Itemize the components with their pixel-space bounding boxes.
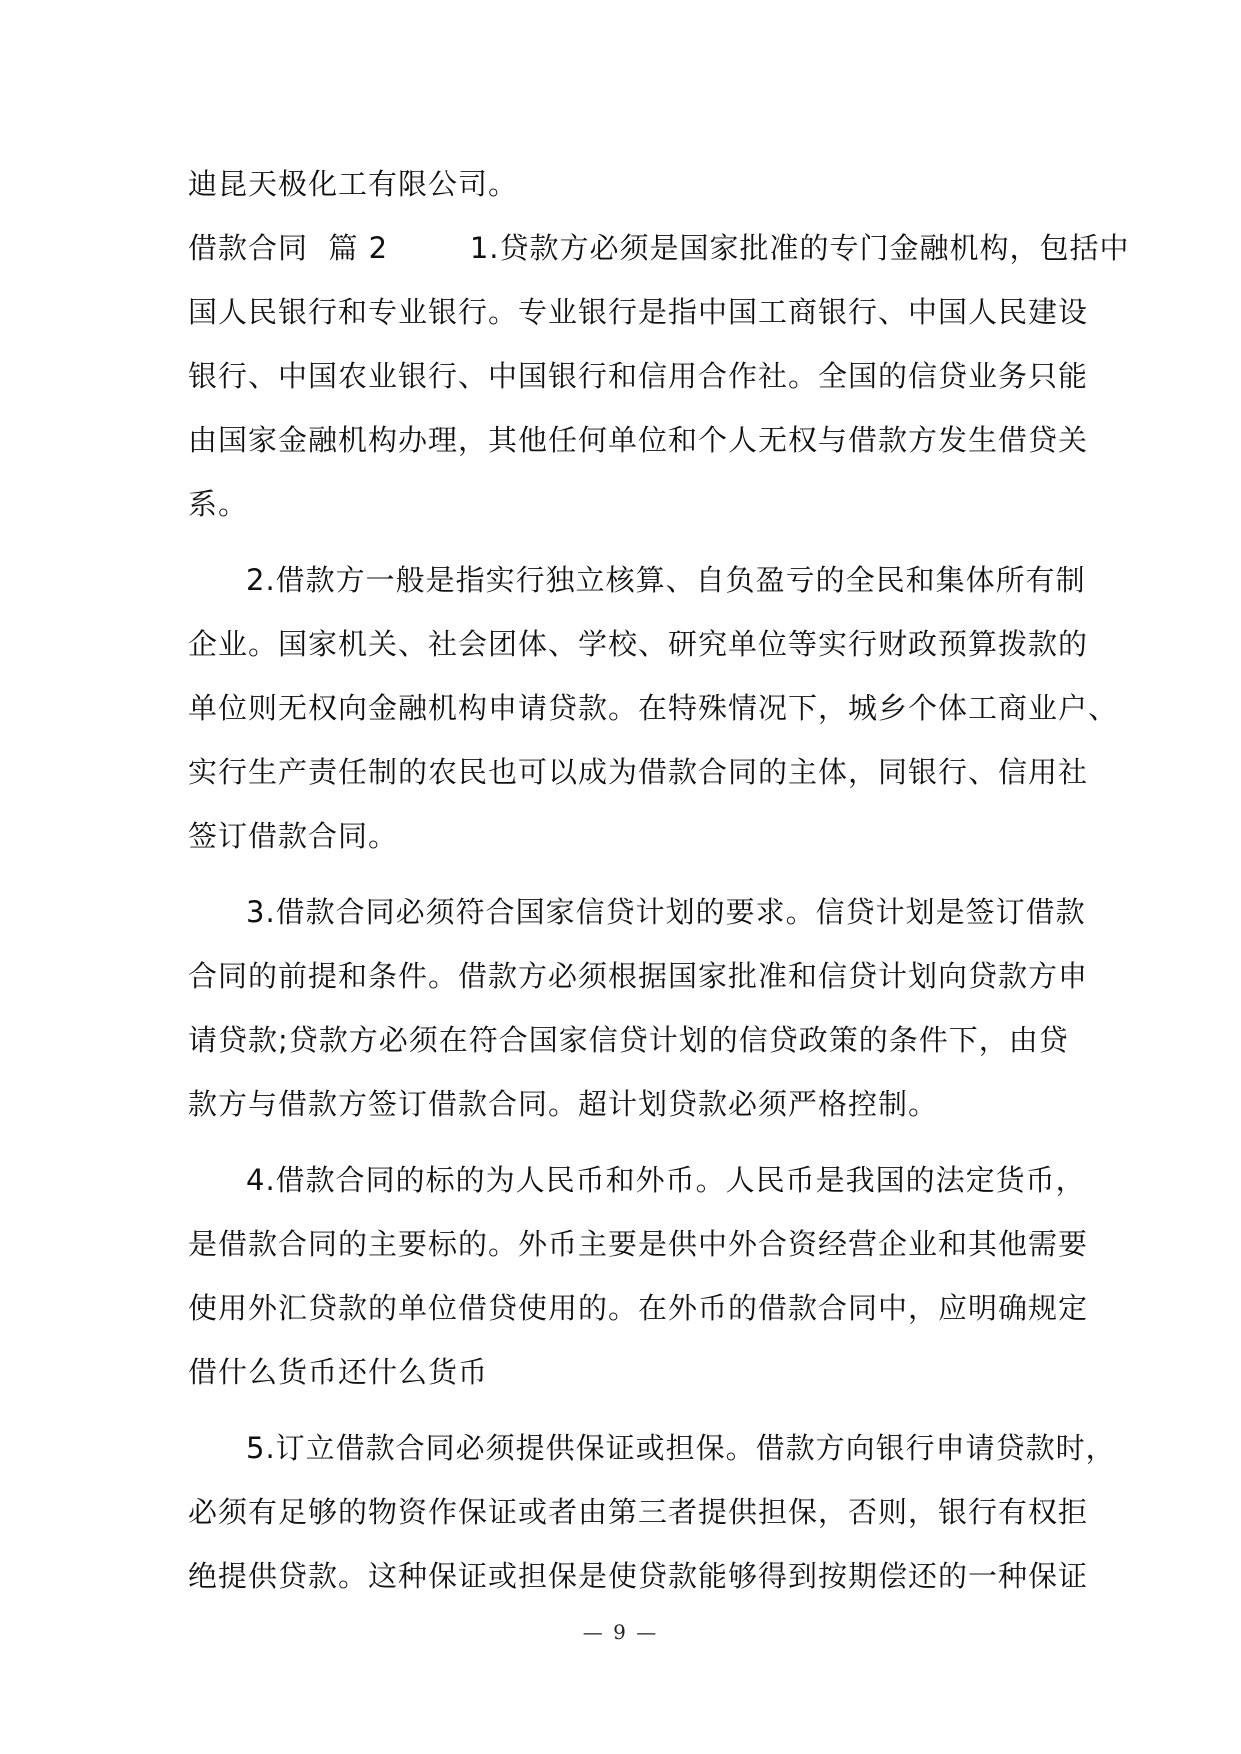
text-line: 合同的前提和条件。借款方必须根据国家批准和信贷计划向贷款方申 (188, 959, 1089, 993)
text-line: 3.借款合同必须符合国家信贷计划的要求。信贷计划是签订借款 (246, 895, 1086, 929)
paragraph-gap (188, 536, 1058, 548)
text-line: 是借款合同的主要标的。外币主要是供中外合资经营企业和其他需要 (188, 1227, 1089, 1261)
text-line: 借什么货币还什么货币 (188, 1355, 489, 1389)
text-line: 借款合同 篇 2 1.贷款方必须是国家批准的专门金融机构，包括中 (188, 231, 1130, 265)
text-line: 款方与借款方签订借款合同。超计划贷款必须严格控制。 (188, 1087, 939, 1121)
text-line: 企业。国家机关、社会团体、学校、研究单位等实行财政预算拨款的 (188, 627, 1089, 661)
text-line: 5.订立借款合同必须提供保证或担保。借款方向银行申请贷款时， (246, 1431, 1116, 1465)
text-line: 国人民银行和专业银行。专业银行是指中国工商银行、中国人民建设 (188, 295, 1089, 329)
paragraph-gap (188, 1136, 1058, 1148)
text-line: 迪昆天极化工有限公司。 (188, 167, 519, 201)
text-line: 系。 (188, 487, 249, 521)
text-line: 实行生产责任制的农民也可以成为借款合同的主体，同银行、信用社 (188, 755, 1089, 789)
text-line: 由国家金融机构办理，其他任何单位和个人无权与借款方发生借贷关 (188, 423, 1089, 457)
paragraph-gap (188, 1404, 1058, 1416)
text-line: 4.借款合同的标的为人民币和外币。人民币是我国的法定货币， (246, 1163, 1086, 1197)
text-line: 单位则无权向金融机构申请贷款。在特殊情况下，城乡个体工商业户、 (188, 691, 1119, 725)
document-body (188, 152, 1130, 1608)
text-line: 请贷款;贷款方必须在符合国家信贷计划的信贷政策的条件下，由贷 (188, 1023, 1069, 1057)
text-line: 绝提供贷款。这种保证或担保是使贷款能够得到按期偿还的一种保证 (188, 1559, 1089, 1593)
paragraph-gap (188, 868, 1058, 880)
text-line: 使用外汇贷款的单位借贷使用的。在外币的借款合同中，应明确规定 (188, 1291, 1089, 1325)
page-number: — 9 — (582, 1620, 659, 1644)
text-line: 签订借款合同。 (188, 819, 399, 853)
text-line: 必须有足够的物资作保证或者由第三者提供担保，否则，银行有权拒 (188, 1495, 1089, 1529)
text-line: 2.借款方一般是指实行独立核算、自负盈亏的全民和集体所有制 (246, 563, 1086, 597)
text-line: 银行、中国农业银行、中国银行和信用合作社。全国的信贷业务只能 (188, 359, 1089, 393)
